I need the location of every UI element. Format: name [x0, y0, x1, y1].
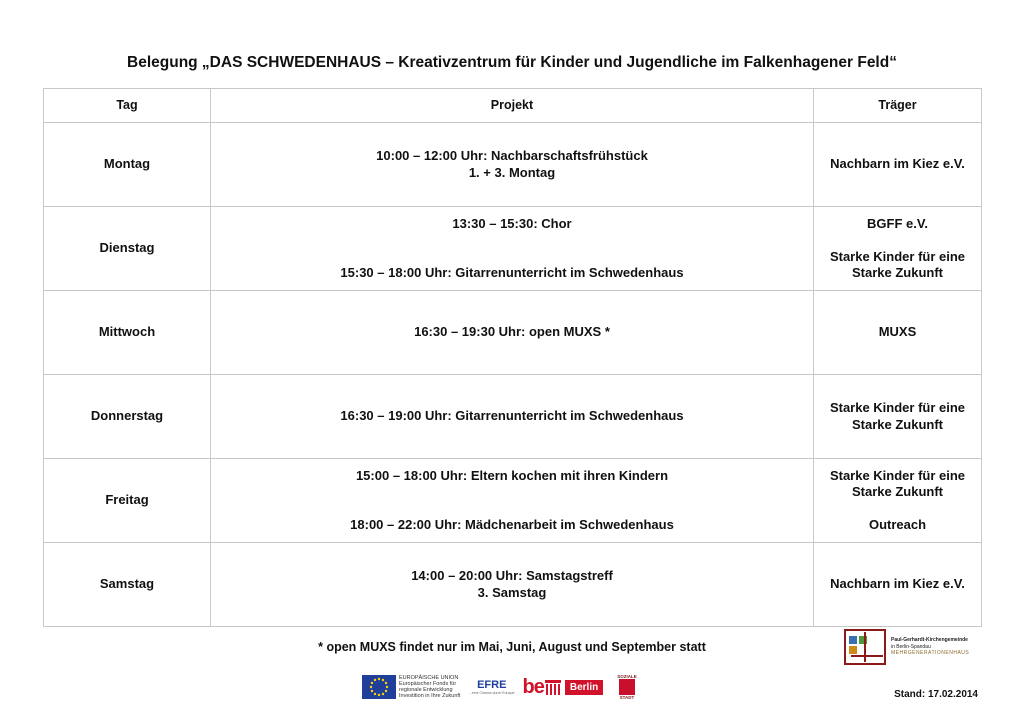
house-icon — [843, 628, 887, 666]
cell-projekt: 14:00 – 20:00 Uhr: Samstagstreff 3. Samstag — [211, 543, 814, 627]
cell-tag: Donnerstag — [44, 375, 211, 459]
cell-projekt: 13:30 – 15:30: Chor 15:30 – 18:00 Uhr: Gitarrenunterricht im Schwedenhaus — [211, 207, 814, 291]
cell-tag: Mittwoch — [44, 291, 211, 375]
table-row — [44, 291, 982, 375]
brandenburg-gate-icon — [544, 678, 562, 696]
shield-icon — [619, 679, 635, 695]
cell-tag: Dienstag — [44, 207, 211, 291]
cell-traeger: BGFF e.V. Starke Kinder für eine Starke Zukunft — [814, 207, 982, 291]
cell-tag: Freitag — [44, 459, 211, 543]
cell-traeger: Starke Kinder für eine Starke Zukunft Outreach — [814, 459, 982, 543]
cell-projekt: 16:30 – 19:30 Uhr: open MUXS * — [211, 291, 814, 375]
table-row — [44, 375, 982, 459]
sponsor-logos — [362, 672, 637, 702]
be-berlin-logo: be Berlin — [523, 676, 604, 699]
table-row — [44, 459, 982, 543]
page-title: Belegung „DAS SCHWEDENHAUS – Kreativzentrum für Kinder und Jugendliche im Falkenhagener Feld“ — [127, 54, 897, 71]
cell-projekt: 16:30 – 19:00 Uhr: Gitarrenunterricht im Schwedenhaus — [211, 375, 814, 459]
cell-traeger: Starke Kinder für eine Starke Zukunft — [814, 375, 982, 459]
header-tag: Tag — [44, 89, 211, 123]
church-logo: Paul-Gerhardt-Kirchengemeinde in Berlin-Spandau MEHRGENERATIONENHAUS — [843, 628, 969, 666]
schedule-table — [43, 88, 982, 627]
table-row — [44, 543, 982, 627]
stand-date: Stand: 17.02.2014 — [894, 689, 978, 700]
soziale-stadt-logo: SOZIALE STADT — [617, 674, 637, 700]
efre-logo: EFRE ...eine Chance durch Europa! — [469, 679, 515, 695]
eu-flag-icon — [362, 675, 396, 699]
eu-logo: EUROPÄISCHE UNION Europäischer Fonds für regionale Entwicklung Investition in Ihre Zukunft — [362, 675, 461, 699]
cell-traeger: Nachbarn im Kiez e.V. — [814, 123, 982, 207]
table-row — [44, 207, 982, 291]
header-projekt: Projekt — [211, 89, 814, 123]
cell-tag: Samstag — [44, 543, 211, 627]
cell-projekt: 10:00 – 12:00 Uhr: Nachbarschaftsfrühstück 1. + 3. Montag — [211, 123, 814, 207]
cell-projekt: 15:00 – 18:00 Uhr: Eltern kochen mit ihren Kindern 18:00 – 22:00 Uhr: Mädchenarbeit im Schwedenhaus — [211, 459, 814, 543]
footnote: * open MUXS findet nur im Mai, Juni, August und September statt — [318, 640, 706, 654]
table-header-row — [44, 89, 982, 123]
cell-tag: Montag — [44, 123, 211, 207]
header-traeger: Träger — [814, 89, 982, 123]
table-row — [44, 123, 982, 207]
cell-traeger: Nachbarn im Kiez e.V. — [814, 543, 982, 627]
cell-traeger: MUXS — [814, 291, 982, 375]
